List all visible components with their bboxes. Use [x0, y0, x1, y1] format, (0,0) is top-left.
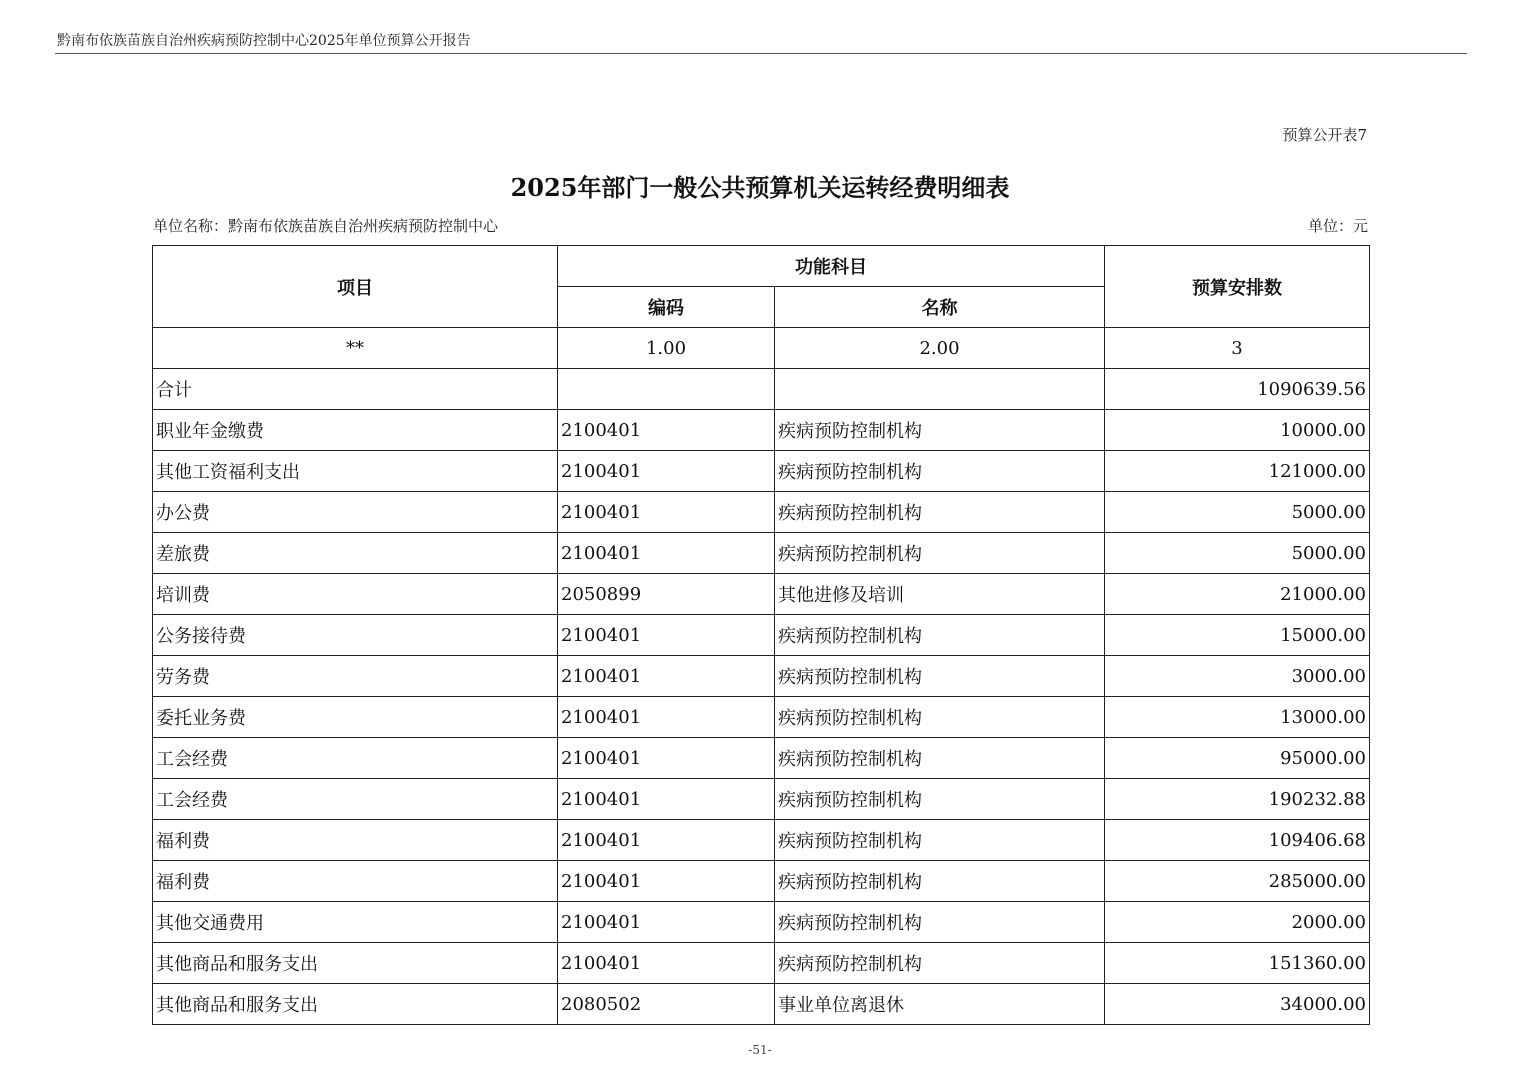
row-item: 其他商品和服务支出 — [153, 984, 558, 1025]
row-code: 2100401 — [558, 902, 775, 943]
table-row — [153, 615, 1370, 656]
row-code: 2100401 — [558, 779, 775, 820]
budget-table — [152, 245, 1370, 1025]
index-cell: 1.00 — [558, 328, 775, 369]
table-row — [153, 902, 1370, 943]
index-cell: 2.00 — [775, 328, 1105, 369]
row-name: 疾病预防控制机构 — [775, 902, 1105, 943]
row-item: 其他工资福利支出 — [153, 451, 558, 492]
table-row — [153, 861, 1370, 902]
table-row — [153, 984, 1370, 1025]
row-name: 疾病预防控制机构 — [775, 779, 1105, 820]
row-name: 疾病预防控制机构 — [775, 820, 1105, 861]
row-item: 办公费 — [153, 492, 558, 533]
row-name: 疾病预防控制机构 — [775, 533, 1105, 574]
row-name: 疾病预防控制机构 — [775, 492, 1105, 533]
row-item: 工会经费 — [153, 779, 558, 820]
row-code: 2100401 — [558, 738, 775, 779]
row-code: 2100401 — [558, 861, 775, 902]
row-code: 2100401 — [558, 820, 775, 861]
row-amount: 121000.00 — [1105, 451, 1370, 492]
row-amount: 151360.00 — [1105, 943, 1370, 984]
row-name: 疾病预防控制机构 — [775, 943, 1105, 984]
header-divider — [55, 53, 1467, 54]
row-item: 福利费 — [153, 861, 558, 902]
row-amount: 285000.00 — [1105, 861, 1370, 902]
row-name: 疾病预防控制机构 — [775, 738, 1105, 779]
row-amount: 2000.00 — [1105, 902, 1370, 943]
row-item: 福利费 — [153, 820, 558, 861]
row-amount: 5000.00 — [1105, 533, 1370, 574]
row-name: 疾病预防控制机构 — [775, 615, 1105, 656]
row-item: 职业年金缴费 — [153, 410, 558, 451]
table-row — [153, 574, 1370, 615]
organization-label: 单位名称：黔南布依族苗族自治州疾病预防控制中心 — [153, 217, 499, 235]
total-amount: 1090639.56 — [1105, 369, 1370, 410]
row-item: 培训费 — [153, 574, 558, 615]
row-name: 疾病预防控制机构 — [775, 656, 1105, 697]
row-amount: 95000.00 — [1105, 738, 1370, 779]
total-name — [775, 369, 1105, 410]
column-header-budget: 预算安排数 — [1105, 246, 1370, 328]
row-amount: 13000.00 — [1105, 697, 1370, 738]
page-number: -51- — [748, 1043, 772, 1057]
row-code: 2100401 — [558, 697, 775, 738]
row-item: 其他交通费用 — [153, 902, 558, 943]
table-row — [153, 779, 1370, 820]
table-row — [153, 656, 1370, 697]
row-item: 劳务费 — [153, 656, 558, 697]
table-row — [153, 410, 1370, 451]
row-amount: 21000.00 — [1105, 574, 1370, 615]
index-cell: ** — [153, 328, 558, 369]
header-row — [153, 246, 1370, 287]
row-code: 2100401 — [558, 615, 775, 656]
table-row — [153, 492, 1370, 533]
row-code: 2080502 — [558, 984, 775, 1025]
table-row — [153, 533, 1370, 574]
row-name: 疾病预防控制机构 — [775, 697, 1105, 738]
row-amount: 15000.00 — [1105, 615, 1370, 656]
row-item: 工会经费 — [153, 738, 558, 779]
total-label: 合计 — [153, 369, 558, 410]
row-code: 2100401 — [558, 943, 775, 984]
row-item: 公务接待费 — [153, 615, 558, 656]
table-row — [153, 738, 1370, 779]
row-item: 其他商品和服务支出 — [153, 943, 558, 984]
row-name: 事业单位离退休 — [775, 984, 1105, 1025]
row-item: 委托业务费 — [153, 697, 558, 738]
row-amount: 34000.00 — [1105, 984, 1370, 1025]
table-row — [153, 451, 1370, 492]
row-code: 2100401 — [558, 492, 775, 533]
row-name: 疾病预防控制机构 — [775, 861, 1105, 902]
table-number: 预算公开表7 — [1282, 126, 1367, 144]
row-name: 疾病预防控制机构 — [775, 410, 1105, 451]
row-item: 差旅费 — [153, 533, 558, 574]
row-code: 2100401 — [558, 656, 775, 697]
column-header-code: 编码 — [558, 287, 775, 328]
column-header-function-subject: 功能科目 — [558, 246, 1105, 287]
table-row — [153, 943, 1370, 984]
running-header: 黔南布依族苗族自治州疾病预防控制中心2025年单位预算公开报告 — [57, 33, 471, 49]
row-amount: 109406.68 — [1105, 820, 1370, 861]
table-row — [153, 697, 1370, 738]
table-row — [153, 820, 1370, 861]
row-amount: 10000.00 — [1105, 410, 1370, 451]
total-code — [558, 369, 775, 410]
column-header-item: 项目 — [153, 246, 558, 328]
row-amount: 190232.88 — [1105, 779, 1370, 820]
row-code: 2100401 — [558, 451, 775, 492]
index-cell: 3 — [1105, 328, 1370, 369]
row-name: 疾病预防控制机构 — [775, 451, 1105, 492]
row-amount: 3000.00 — [1105, 656, 1370, 697]
index-row — [153, 328, 1370, 369]
row-amount: 5000.00 — [1105, 492, 1370, 533]
column-header-name: 名称 — [775, 287, 1105, 328]
page-title: 2025年部门一般公共预算机关运转经费明细表 — [510, 173, 1010, 202]
row-code: 2100401 — [558, 533, 775, 574]
total-row — [153, 369, 1370, 410]
row-code: 2100401 — [558, 410, 775, 451]
row-code: 2050899 — [558, 574, 775, 615]
row-name: 其他进修及培训 — [775, 574, 1105, 615]
unit-label: 单位：元 — [1307, 217, 1368, 235]
